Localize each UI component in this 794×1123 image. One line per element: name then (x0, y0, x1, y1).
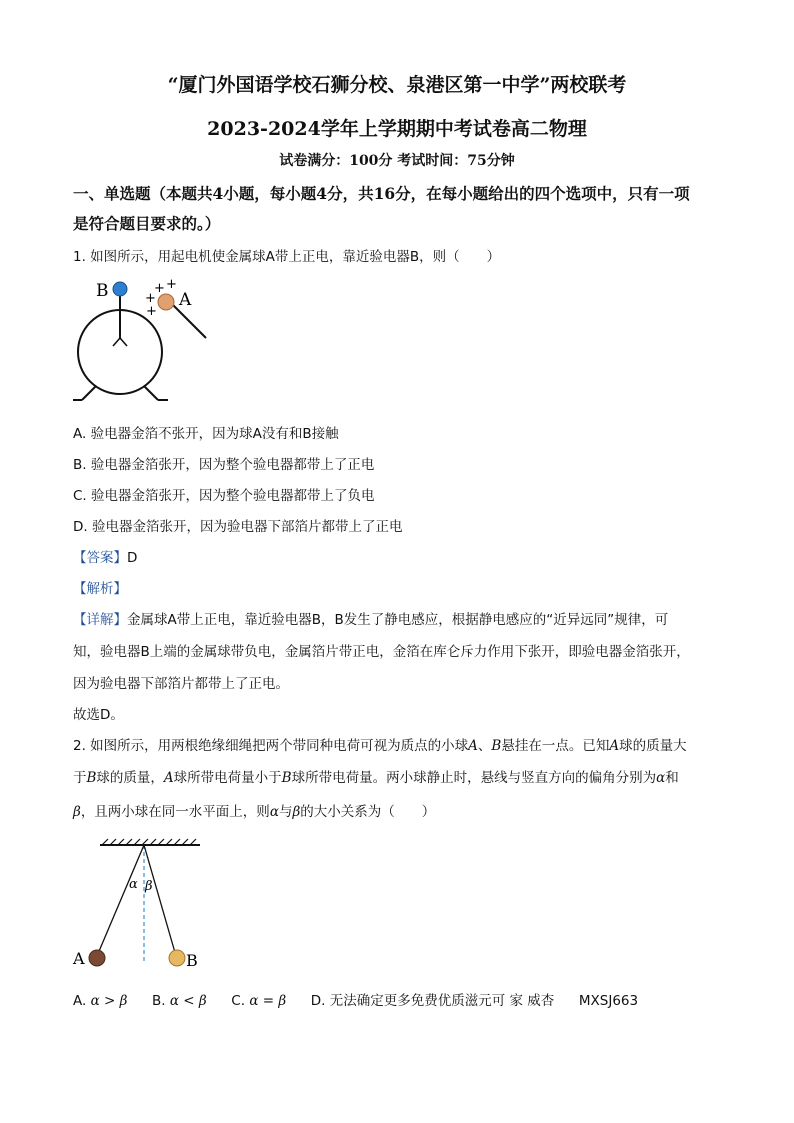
answer-value: D (127, 550, 138, 566)
thread-b (144, 845, 176, 956)
section-heading-line1: 一、单选题（本题共4小题，每小题4分，共16分，在每小题给出的四个选项中，只有一项 (73, 184, 690, 203)
charge-3: + (145, 291, 156, 306)
q2-stem-line1: 2. 如图所示，用两根绝缘细绳把两个带同种电荷可视为质点的小球A、B悬挂在一点。已知A球的质量大 (73, 738, 687, 754)
q1-electroscope-figure (72, 278, 232, 408)
q2-stem-line2: 于B球的质量，A球所带电荷量小于B球所带电荷量。两小球静止时，悬线与竖直方向的偏角分别为α和 (73, 770, 679, 786)
electroscope-leaf-left (113, 338, 120, 346)
charge-4: + (146, 304, 157, 319)
electroscope-leg-left (82, 386, 96, 400)
q2-option-a: A. α > β (73, 993, 128, 1009)
q2-stem-line3: β，且两小球在同一水平面上，则α与β的大小关系为（ ） (73, 804, 436, 820)
q2-option-b: B. α < β (152, 993, 207, 1009)
analysis-row: 【解析】 (73, 581, 127, 597)
detail-line3: 因为验电器下部箔片都带上了正电。 (73, 676, 289, 692)
q1-option-a: A. 验电器金箔不张开，因为球A没有和B接触 (73, 426, 339, 442)
exam-title-line1: “厦门外国语学校石狮分校、泉港区第一中学”两校联考 (167, 74, 627, 96)
q2-options (73, 989, 638, 1009)
electroscope-leaf-right (120, 338, 127, 346)
angle-beta: β (145, 879, 153, 894)
detail-line1: 金属球A带上正电，靠近验电器B，B发生了静电感应，根据静电感应的“近异远同”规律，可 (127, 612, 669, 628)
detail-tag: 详解 (86, 612, 114, 628)
detail-line2: 知，验电器B上端的金属球带负电，金属箔片带正电，金箔在库仑斥力作用下张开，即验电器金箔张开， (73, 644, 690, 660)
q1-option-b: B. 验电器金箔张开，因为整个验电器都带上了正电 (73, 457, 375, 473)
analysis-tag: 解析 (86, 581, 114, 597)
charge-2: + (166, 278, 177, 292)
section-heading-line2: 是符合题目要求的。） (73, 214, 221, 233)
q1-stem: 1. 如图所示，用起电机使金属球A带上正电，靠近验电器B，则（ ） (73, 249, 501, 265)
label-b: B (186, 951, 198, 970)
q2-option-d: D. 无法确定更多免费优质滋元可 家 威杏 (310, 993, 555, 1009)
label-a: A (179, 290, 192, 310)
q1-conclusion: 故选D。 (73, 707, 124, 723)
detail-row: 【详解】金属球A带上正电，靠近验电器B，B发生了静电感应，根据静电感应的“近异远同”规律，可 (73, 612, 669, 628)
exam-title-line2: 2023-2024学年上学期期中考试卷高二物理 (207, 118, 587, 140)
label-b: B (96, 281, 109, 301)
charge-1: + (154, 281, 165, 296)
q1-option-c: C. 验电器金箔张开，因为整个验电器都带上了负电 (73, 488, 375, 504)
ball-b (113, 282, 127, 296)
ball-a (158, 294, 174, 310)
watermark: MXSJ663 (578, 993, 639, 1009)
exam-meta: 试卷满分：100分 考试时间：75分钟 (279, 153, 515, 169)
q1-option-d: D. 验电器金箔张开，因为验电器下部箔片都带上了正电 (73, 519, 403, 535)
q2-option-c: C. α = β (231, 993, 287, 1009)
angle-alpha: α (129, 877, 138, 892)
q2-pendulum-figure (70, 836, 210, 976)
ball-a (89, 950, 105, 966)
answer-tag: 答案 (86, 550, 114, 566)
ball-b (169, 950, 185, 966)
label-a: A (73, 949, 85, 968)
answer-row: 【答案】D (73, 550, 138, 566)
thread-a (97, 845, 144, 956)
electroscope-leg-right (144, 386, 158, 400)
